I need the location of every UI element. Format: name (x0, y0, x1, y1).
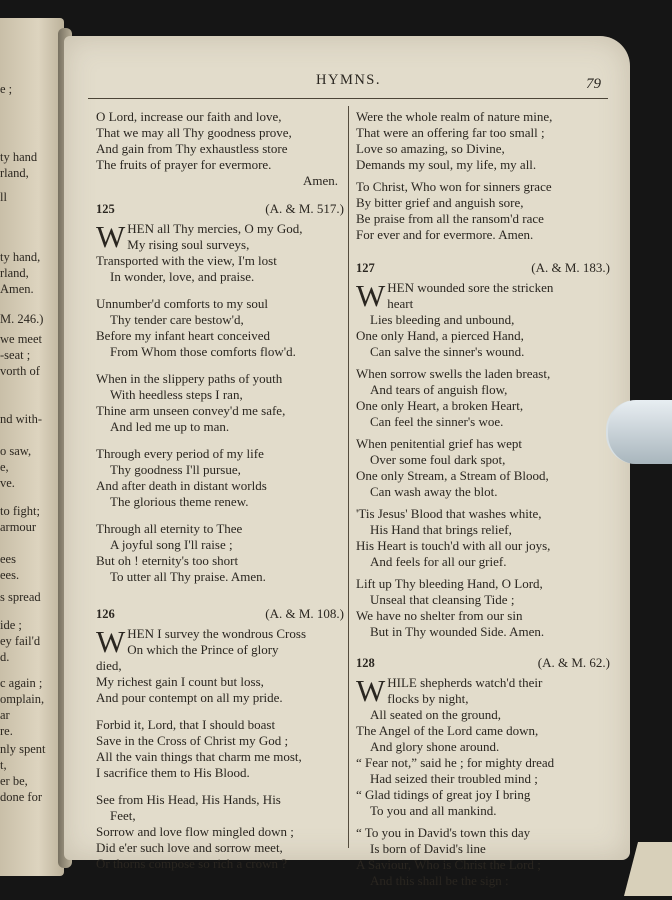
verse-line: Lies bleeding and unbound, (370, 312, 515, 327)
verse-line: HEN wounded sore the stricken (387, 280, 554, 295)
left-page-text-fragment: M. 246.) (0, 312, 44, 326)
verse-line: By bitter grief and anguish sore, (356, 195, 524, 210)
verse-line: To Christ, Who won for sinners grace (356, 179, 552, 194)
verse-line: One only Heart, a broken Heart, (356, 398, 524, 413)
drop-cap: W (356, 278, 386, 313)
verse-line: Can feel the sinner's woe. (370, 414, 504, 429)
first-stanza (96, 626, 344, 706)
verse-line: Through every period of my life (96, 446, 264, 461)
first-stanza (96, 221, 344, 285)
verse-line: See from His Head, His Hands, His (96, 792, 281, 807)
verse-line: Thine arm unseen convey'd me safe, (96, 403, 286, 418)
verse-line: Or thorns compose so rich a crown ? (96, 856, 287, 871)
left-page-text-fragment: c again ; (0, 676, 43, 690)
hymn-125 (96, 200, 344, 585)
drop-cap: W (96, 624, 126, 659)
verse-line: The Angel of the Lord came down, (356, 723, 539, 738)
verse-line: When sorrow swells the laden breast, (356, 366, 551, 381)
verse-line: And after death in distant worlds (96, 478, 267, 493)
stanza (356, 576, 610, 640)
first-stanza (356, 280, 610, 360)
stanza (356, 506, 610, 570)
hymn-number: 128 (356, 656, 375, 670)
verse-line: His Heart is touch'd with all our joys, (356, 538, 551, 553)
verse-line: Save in the Cross of Christ my God ; (96, 733, 289, 748)
verse-line: “ Glad tidings of great joy I bring (356, 787, 531, 802)
stanza (356, 109, 610, 173)
hymn-page (64, 36, 630, 888)
left-page-text-fragment: omplain, (0, 692, 45, 706)
left-page-text-fragment: re. (0, 724, 13, 738)
verse-line: All seated on the ground, (370, 707, 502, 722)
hymn-number: 125 (96, 202, 115, 216)
left-page-text-fragment: ty hand, (0, 250, 41, 264)
verse-line: And gain from Thy exhaustless store (96, 141, 288, 156)
drop-cap: W (356, 673, 386, 708)
verse-line: All the vain things that charm me most, (96, 749, 302, 764)
left-page-text-fragment: nly spent (0, 742, 46, 756)
verse-line: When in the slippery paths of youth (96, 371, 283, 386)
stanza (356, 366, 610, 430)
verse-line: Sorrow and love flow mingled down ; (96, 824, 294, 839)
page-number: 79 (586, 76, 601, 92)
first-stanza (356, 675, 610, 755)
stanza (96, 371, 344, 435)
verse-line: Did e'er such love and sorrow meet, (96, 840, 283, 855)
verse-line: One only Stream, a Stream of Blood, (356, 468, 549, 483)
verse-line: In wonder, love, and praise. (110, 269, 255, 284)
stanza (96, 296, 344, 360)
spacer (356, 640, 610, 654)
verse-line: Love so amazing, so Divine, (356, 141, 505, 156)
verse-line: 'Tis Jesus' Blood that washes white, (356, 506, 542, 521)
left-page-text-fragment: nd with- (0, 412, 43, 426)
verse-line: Before my infant heart conceived (96, 328, 270, 343)
spacer (96, 781, 344, 792)
verse-line: Is born of David's line (370, 841, 486, 856)
verse-line: On which the Prince of glory (127, 642, 279, 657)
verse-line: Unseal that cleansing Tide ; (370, 592, 515, 607)
verse-line: Feet, (110, 808, 136, 823)
column-divider (348, 106, 349, 848)
verse-line: O Lord, increase our faith and love, (96, 109, 282, 124)
verse-line: A Saviour, Who is Christ the Lord ; (356, 857, 541, 872)
stanza (356, 755, 610, 819)
spacer (96, 510, 344, 521)
stanza (96, 792, 344, 872)
left-page-text-fragment: -seat ; (0, 348, 31, 362)
spacer (96, 285, 344, 296)
hymn-reference: (A. & M. 517.) (265, 201, 344, 216)
verse-line: From Whom those comforts flow'd. (110, 344, 296, 359)
verse-line: Demands my soul, my life, my all. (356, 157, 537, 172)
right-column (356, 109, 610, 889)
hymn-heading (356, 259, 610, 277)
hymn-number: 127 (356, 261, 375, 275)
hymn-number: 126 (96, 607, 115, 621)
stanza (356, 825, 610, 889)
left-page-text-fragment: ty hand (0, 150, 38, 164)
spacer (96, 706, 344, 717)
spacer (96, 585, 344, 605)
verse-line: And pour contempt on all my pride. (96, 690, 283, 705)
hymn-126 (96, 605, 344, 872)
verse-line: And led me up to man. (110, 419, 230, 434)
hymn-heading (96, 605, 344, 623)
verse-line: “ Fear not,” said he ; for mighty dread (356, 755, 555, 770)
verse-line: Be praise from all the ransom'd race (356, 211, 544, 226)
drop-cap: W (96, 219, 126, 254)
verse-line: Over some foul dark spot, (370, 452, 506, 467)
hymn-heading (356, 654, 610, 672)
verse-line: That we may all Thy goodness prove, (96, 125, 292, 140)
doxology-stanza (356, 179, 610, 243)
verse-line: “ To you in David's town this day (356, 825, 531, 840)
verse-line: Can salve the sinner's wound. (370, 344, 525, 359)
hymn-reference: (A. & M. 62.) (537, 655, 610, 670)
verse-line: And glory shone around. (370, 739, 500, 754)
verse-line: flocks by night, (387, 691, 469, 706)
hymn-reference: (A. & M. 108.) (265, 606, 344, 621)
left-page-text-fragment: to fight; (0, 504, 40, 518)
verse-line: The glorious theme renew. (110, 494, 249, 509)
hymn-127 (356, 259, 610, 640)
intro-stanza (96, 109, 344, 189)
verse-line: My rising soul surveys, (127, 237, 250, 252)
verse-line: His Hand that brings relief, (370, 522, 512, 537)
left-page-text-fragment: e ; (0, 82, 13, 96)
spacer (96, 189, 344, 200)
verse-line: The fruits of prayer for evermore. (96, 157, 272, 172)
left-page-text-fragment: ar (0, 708, 10, 722)
verse-line: And tears of anguish flow, (370, 382, 508, 397)
left-page-text-fragment: vorth of (0, 364, 40, 378)
left-page-text-fragment: rland, (0, 266, 29, 280)
left-page-text-fragment: ll (0, 190, 7, 204)
amen-line: Amen. (302, 173, 338, 188)
verse-line: Can wash away the blot. (370, 484, 498, 499)
verse-line: HEN I survey the wondrous Cross (127, 626, 306, 641)
verse-line: But in Thy wounded Side. Amen. (370, 624, 545, 639)
verse-line: A joyful song I'll raise ; (110, 537, 233, 552)
verse-line: And feels for all our grief. (370, 554, 507, 569)
left-page-text-fragment: ide ; (0, 618, 22, 632)
verse-line: With heedless steps I ran, (110, 387, 243, 402)
verse-line: To you and all mankind. (370, 803, 497, 818)
verse-line: One only Hand, a pierced Hand, (356, 328, 524, 343)
left-page-text-fragment: ees (0, 552, 16, 566)
verse-line: Unnumber'd comforts to my soul (96, 296, 269, 311)
verse-line: HILE shepherds watch'd their (387, 675, 543, 690)
verse-line: Lift up Thy bleeding Hand, O Lord, (356, 576, 543, 591)
hymn-reference: (A. & M. 183.) (531, 260, 610, 275)
verse-line: Forbid it, Lord, that I should boast (96, 717, 276, 732)
left-page-text-fragment: er be, (0, 774, 28, 788)
spacer (96, 435, 344, 446)
page-clip (606, 400, 672, 464)
verse-line: To utter all Thy praise. Amen. (110, 569, 266, 584)
spacer (96, 360, 344, 371)
verse-line: died, (96, 658, 122, 673)
verse-line: That were an offering far too small ; (356, 125, 545, 140)
stanza (96, 521, 344, 585)
header-rule (88, 98, 608, 99)
verse-line: When penitential grief has wept (356, 436, 523, 451)
left-page-text-fragment: we meet (0, 332, 42, 346)
left-page-text-fragment: rland, (0, 166, 29, 180)
verse-line: We have no shelter from our sin (356, 608, 523, 623)
verse-line: I sacrifice them to His Blood. (96, 765, 250, 780)
left-page-text-fragment: ey fail'd (0, 634, 41, 648)
stanza (356, 436, 610, 500)
verse-line: Had seized their troubled mind ; (370, 771, 538, 786)
verse-line: For ever and for evermore. Amen. (356, 227, 534, 242)
verse-line: HEN all Thy mercies, O my God, (127, 221, 303, 236)
verse-line: And this shall be the sign : (370, 873, 509, 888)
stanza (96, 446, 344, 510)
verse-line: Through all eternity to Thee (96, 521, 243, 536)
stanza (96, 717, 344, 781)
torn-corner (624, 842, 672, 896)
left-column (96, 109, 344, 872)
left-page-text-fragment: s spread (0, 590, 41, 604)
verse-line: Transported with the view, I'm lost (96, 253, 277, 268)
left-page-text-fragment: ees. (0, 568, 20, 582)
verse-line: Thy goodness I'll pursue, (110, 462, 241, 477)
hymn-heading (96, 200, 344, 218)
verse-line: My richest gain I count but loss, (96, 674, 264, 689)
page-title: HYMNS. (316, 72, 381, 88)
left-page-text-fragment: armour (0, 520, 37, 534)
verse-line: Were the whole realm of nature mine, (356, 109, 553, 124)
verse-line: Thy tender care bestow'd, (110, 312, 244, 327)
left-page-text-fragment: e, (0, 460, 9, 474)
left-page-text-fragment: ve. (0, 476, 15, 490)
left-page-text-fragment: o saw, (0, 444, 32, 458)
left-page-text-fragment: d. (0, 650, 10, 664)
left-page-text-fragment: Amen. (0, 282, 34, 296)
hymn-128 (356, 654, 610, 889)
verse-line: But oh ! eternity's too short (96, 553, 239, 568)
left-page-text-fragment: t, (0, 758, 7, 772)
verse-line: heart (387, 296, 414, 311)
spacer (356, 243, 610, 259)
left-facing-page (0, 18, 64, 876)
left-page-text-fragment: done for (0, 790, 42, 804)
